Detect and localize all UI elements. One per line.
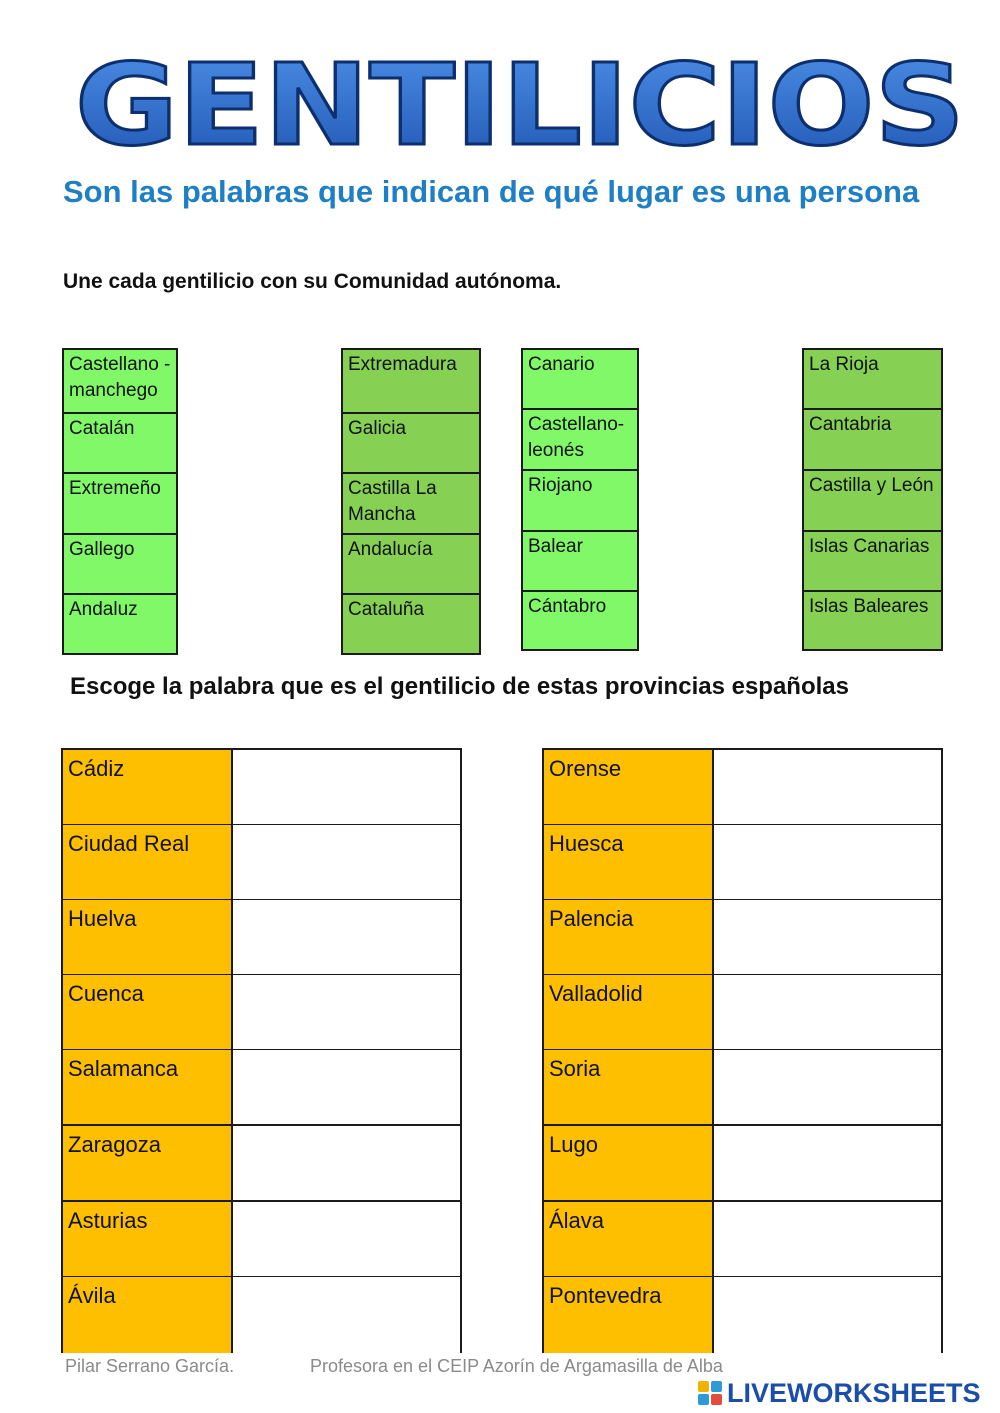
answer-input[interactable] <box>233 1050 460 1124</box>
table-row <box>63 1050 460 1126</box>
table-row <box>544 1202 941 1278</box>
match-card[interactable]: Cántabro <box>523 592 637 649</box>
answer-input[interactable] <box>233 1126 460 1200</box>
answer-input[interactable] <box>233 975 460 1049</box>
match-card[interactable]: Castellano- leonés <box>523 410 637 471</box>
province-label: Álava <box>544 1202 714 1276</box>
province-label: Valladolid <box>544 975 714 1049</box>
title-logo <box>70 52 970 164</box>
footer-author: Pilar Serrano García. <box>65 1356 235 1376</box>
match-card[interactable]: Castilla y León <box>804 471 941 532</box>
liveworksheets-logo-icon <box>697 1380 723 1406</box>
instruction-match: Une cada gentilicio con su Comunidad autónoma. <box>63 270 562 293</box>
match-card[interactable]: Islas Canarias <box>804 532 941 592</box>
table-row <box>544 1126 941 1202</box>
province-label: Lugo <box>544 1126 714 1200</box>
province-label: Zaragoza <box>63 1126 233 1200</box>
table-row <box>63 1277 460 1353</box>
answer-input[interactable] <box>233 900 460 974</box>
province-label: Palencia <box>544 900 714 974</box>
gentilicio-column-1 <box>62 348 178 655</box>
match-card[interactable]: La Rioja <box>804 350 941 410</box>
liveworksheets-brand <box>697 1378 981 1408</box>
match-card[interactable]: Riojano <box>523 471 637 532</box>
province-label: Ciudad Real <box>63 825 233 899</box>
answer-input[interactable] <box>714 975 941 1049</box>
match-card[interactable]: Canario <box>523 350 637 410</box>
gentilicio-column-2 <box>521 348 639 651</box>
answer-input[interactable] <box>714 1202 941 1276</box>
match-card[interactable]: Cantabria <box>804 410 941 471</box>
province-label: Asturias <box>63 1202 233 1276</box>
table-row <box>63 750 460 826</box>
answer-input[interactable] <box>233 1202 460 1276</box>
answer-input[interactable] <box>714 1277 941 1353</box>
page-title: GENTILICIOS <box>75 52 965 164</box>
answer-input[interactable] <box>233 1277 460 1353</box>
provinces-table-left <box>61 748 462 1353</box>
answer-input[interactable] <box>714 1050 941 1124</box>
table-row <box>544 750 941 826</box>
answer-input[interactable] <box>233 825 460 899</box>
answer-input[interactable] <box>714 900 941 974</box>
table-row <box>63 975 460 1051</box>
comunidad-column-1 <box>341 348 481 655</box>
subtitle: Son las palabras que indican de qué lugar es una persona <box>63 174 920 209</box>
answer-input[interactable] <box>714 1126 941 1200</box>
match-card[interactable]: Balear <box>523 532 637 592</box>
brand-text: LIVEWORKSHEETS <box>727 1377 981 1408</box>
match-card[interactable]: Catalán <box>64 414 176 474</box>
instruction-choose: Escoge la palabra que es el gentilicio de estas provincias españolas <box>70 673 849 700</box>
province-label: Pontevedra <box>544 1277 714 1353</box>
table-row <box>544 975 941 1051</box>
match-card[interactable]: Andalucía <box>343 535 479 595</box>
table-row <box>544 1277 941 1353</box>
match-card[interactable]: Andaluz <box>64 595 176 653</box>
province-label: Cádiz <box>63 750 233 824</box>
provinces-table-right <box>542 748 943 1353</box>
answer-input[interactable] <box>714 750 941 824</box>
answer-input[interactable] <box>233 750 460 824</box>
footer-role: Profesora en el CEIP Azorín de Argamasilla de Alba <box>310 1356 723 1376</box>
table-row <box>63 1202 460 1278</box>
match-card[interactable]: Gallego <box>64 535 176 595</box>
match-card[interactable]: Castilla La Mancha <box>343 474 479 535</box>
answer-input[interactable] <box>714 825 941 899</box>
table-row <box>63 900 460 976</box>
table-row <box>544 900 941 976</box>
province-label: Huelva <box>63 900 233 974</box>
table-row <box>544 1050 941 1126</box>
table-row <box>63 825 460 901</box>
match-card[interactable]: Extremadura <box>343 350 479 414</box>
match-card[interactable]: Cataluña <box>343 595 479 653</box>
province-label: Cuenca <box>63 975 233 1049</box>
province-label: Soria <box>544 1050 714 1124</box>
match-card[interactable]: Galicia <box>343 414 479 474</box>
province-label: Huesca <box>544 825 714 899</box>
province-label: Salamanca <box>63 1050 233 1124</box>
province-label: Orense <box>544 750 714 824</box>
match-card[interactable]: Islas Baleares <box>804 592 941 649</box>
table-row <box>544 825 941 901</box>
table-row <box>63 1126 460 1202</box>
comunidad-column-2 <box>802 348 943 651</box>
match-card[interactable]: Extremeño <box>64 474 176 535</box>
match-card[interactable]: Castellano -manchego <box>64 350 176 414</box>
province-label: Ávila <box>63 1277 233 1353</box>
